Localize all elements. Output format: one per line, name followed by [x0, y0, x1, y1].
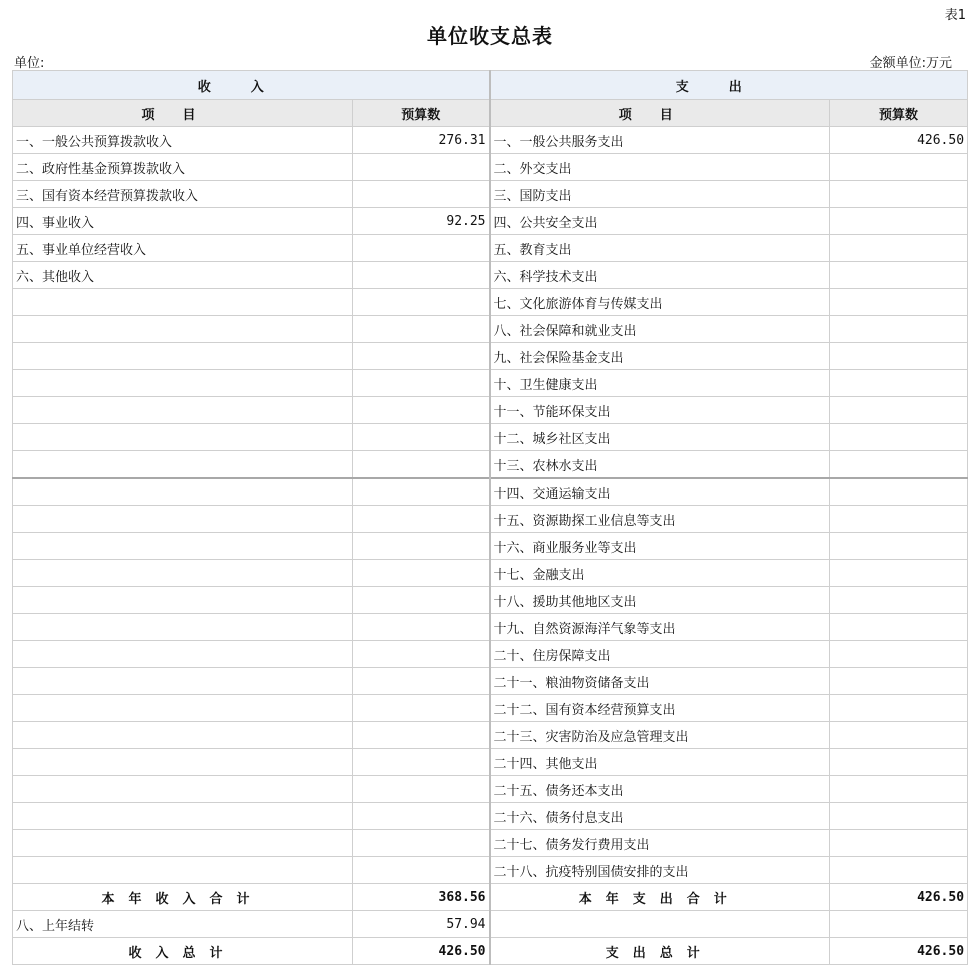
- expense-amount-cell: [830, 641, 968, 668]
- income-item-cell: [13, 776, 353, 803]
- expense-amount-cell: [830, 343, 968, 370]
- expense-item-cell: 二十、住房保障支出: [490, 641, 830, 668]
- grand-total-row: [13, 938, 968, 965]
- expense-amount-cell: [830, 695, 968, 722]
- expense-amount-cell: [830, 235, 968, 262]
- expense-amount-cell: [830, 749, 968, 776]
- income-item-cell: [13, 506, 353, 533]
- expense-item-cell: 十八、援助其他地区支出: [490, 587, 830, 614]
- amount-unit-label: 金额单位:万元: [869, 56, 952, 71]
- expense-grand-total-label: 支出总计: [490, 938, 830, 965]
- carryover-expense-empty: [490, 911, 830, 938]
- income-amount-cell: [353, 722, 490, 749]
- expense-item-cell: 四、公共安全支出: [490, 208, 830, 235]
- expense-amount-cell: [830, 181, 968, 208]
- income-item-cell: [13, 668, 353, 695]
- income-amount-cell: [353, 857, 490, 884]
- table-row: [13, 776, 968, 803]
- income-amount-cell: 92.25: [353, 208, 490, 235]
- income-amount-cell: [353, 749, 490, 776]
- expense-item-cell: 十四、交通运输支出: [490, 478, 830, 506]
- expense-item-cell: 十六、商业服务业等支出: [490, 533, 830, 560]
- income-amount-cell: [353, 506, 490, 533]
- expense-amount-cell: [830, 668, 968, 695]
- income-subtotal-label: 本年收入合计: [13, 884, 353, 911]
- income-item-header: 项目: [13, 100, 353, 127]
- expense-amount-cell: [830, 397, 968, 424]
- expense-amount-cell: [830, 289, 968, 316]
- expense-item-cell: 二十八、抗疫特别国债安排的支出: [490, 857, 830, 884]
- expense-amount-cell: [830, 154, 968, 181]
- expense-subtotal-label: 本年支出合计: [490, 884, 830, 911]
- income-amount-cell: [353, 587, 490, 614]
- income-amount-cell: 276.31: [353, 127, 490, 154]
- table-row: [13, 533, 968, 560]
- income-amount-cell: [353, 695, 490, 722]
- income-amount-cell: [353, 830, 490, 857]
- expense-item-cell: 十三、农林水支出: [490, 451, 830, 479]
- expense-budget-header: 预算数: [830, 100, 968, 127]
- expense-amount-cell: [830, 857, 968, 884]
- income-amount-cell: [353, 560, 490, 587]
- table-row: [13, 154, 968, 181]
- income-item-cell: [13, 478, 353, 506]
- expense-amount-cell: [830, 560, 968, 587]
- expense-item-cell: 二十一、粮油物资储备支出: [490, 668, 830, 695]
- income-subtotal-amount: 368.56: [353, 884, 490, 911]
- table-row: [13, 857, 968, 884]
- income-amount-cell: [353, 478, 490, 506]
- expense-item-cell: 一、一般公共服务支出: [490, 127, 830, 154]
- table-row: [13, 803, 968, 830]
- income-amount-cell: [353, 397, 490, 424]
- expense-item-cell: 十五、资源勘探工业信息等支出: [490, 506, 830, 533]
- income-item-cell: [13, 289, 353, 316]
- table-row: [13, 749, 968, 776]
- income-amount-cell: [353, 451, 490, 479]
- expense-amount-cell: [830, 316, 968, 343]
- expense-amount-cell: [830, 587, 968, 614]
- expense-item-cell: 七、文化旅游体育与传媒支出: [490, 289, 830, 316]
- income-item-cell: [13, 749, 353, 776]
- income-item-cell: [13, 857, 353, 884]
- income-amount-cell: [353, 803, 490, 830]
- table-row: [13, 560, 968, 587]
- expense-item-cell: 六、科学技术支出: [490, 262, 830, 289]
- table-number: 表1: [944, 8, 966, 23]
- expense-amount-cell: [830, 830, 968, 857]
- income-grand-total-amount: 426.50: [353, 938, 490, 965]
- income-grand-total-label: 收入总计: [13, 938, 353, 965]
- income-amount-cell: [353, 614, 490, 641]
- income-budget-header: 预算数: [353, 100, 490, 127]
- expense-subtotal-amount: 426.50: [830, 884, 968, 911]
- expense-amount-cell: [830, 803, 968, 830]
- expense-grand-total-amount: 426.50: [830, 938, 968, 965]
- table-row: [13, 641, 968, 668]
- income-item-cell: [13, 451, 353, 479]
- expense-item-cell: 十一、节能环保支出: [490, 397, 830, 424]
- income-amount-cell: [353, 262, 490, 289]
- income-item-cell: [13, 560, 353, 587]
- expense-item-cell: 二、外交支出: [490, 154, 830, 181]
- income-item-cell: [13, 343, 353, 370]
- income-amount-cell: [353, 235, 490, 262]
- table-row: [13, 370, 968, 397]
- carryover-amount: 57.94: [353, 911, 490, 938]
- expense-amount-cell: [830, 478, 968, 506]
- income-item-cell: 五、事业单位经营收入: [13, 235, 353, 262]
- carryover-row: [13, 911, 968, 938]
- table-row: [13, 262, 968, 289]
- income-amount-cell: [353, 343, 490, 370]
- income-section-header: 收入: [13, 71, 490, 100]
- income-item-cell: [13, 722, 353, 749]
- table-row: [13, 451, 968, 479]
- expense-item-cell: 十七、金融支出: [490, 560, 830, 587]
- table-row: [13, 722, 968, 749]
- income-item-cell: 二、政府性基金预算拨款收入: [13, 154, 353, 181]
- expense-item-cell: 十九、自然资源海洋气象等支出: [490, 614, 830, 641]
- expense-item-cell: 十二、城乡社区支出: [490, 424, 830, 451]
- table-row: [13, 343, 968, 370]
- table-row: [13, 316, 968, 343]
- table-row: [13, 506, 968, 533]
- expense-amount-cell: [830, 424, 968, 451]
- page-title: 单位收支总表: [427, 24, 553, 48]
- expense-item-cell: 二十六、债务付息支出: [490, 803, 830, 830]
- carryover-expense-amount-empty: [830, 911, 968, 938]
- income-item-cell: [13, 533, 353, 560]
- expense-amount-cell: [830, 451, 968, 479]
- expense-amount-cell: 426.50: [830, 127, 968, 154]
- table-row: [13, 830, 968, 857]
- table-row: [13, 587, 968, 614]
- income-item-cell: [13, 316, 353, 343]
- expense-amount-cell: [830, 614, 968, 641]
- expense-section-header: 支出: [490, 71, 968, 100]
- income-item-cell: [13, 424, 353, 451]
- expense-amount-cell: [830, 370, 968, 397]
- expense-item-cell: 二十七、债务发行费用支出: [490, 830, 830, 857]
- expense-amount-cell: [830, 208, 968, 235]
- table-row: [13, 208, 968, 235]
- income-item-cell: [13, 695, 353, 722]
- income-item-cell: [13, 587, 353, 614]
- income-item-cell: 一、一般公共预算拨款收入: [13, 127, 353, 154]
- subtotal-row: [13, 884, 968, 911]
- table-row: [13, 181, 968, 208]
- expense-item-cell: 三、国防支出: [490, 181, 830, 208]
- carryover-label: 八、上年结转: [13, 911, 353, 938]
- expense-amount-cell: [830, 262, 968, 289]
- income-amount-cell: [353, 668, 490, 695]
- expense-item-cell: 二十二、国有资本经营预算支出: [490, 695, 830, 722]
- table-row: [13, 668, 968, 695]
- table-row: [13, 397, 968, 424]
- expense-item-cell: 八、社会保障和就业支出: [490, 316, 830, 343]
- expense-item-cell: 二十三、灾害防治及应急管理支出: [490, 722, 830, 749]
- expense-item-cell: 二十五、债务还本支出: [490, 776, 830, 803]
- income-amount-cell: [353, 181, 490, 208]
- table-row: [13, 695, 968, 722]
- income-item-cell: [13, 397, 353, 424]
- table-row: [13, 127, 968, 154]
- expense-item-cell: 二十四、其他支出: [490, 749, 830, 776]
- expense-amount-cell: [830, 776, 968, 803]
- income-item-cell: [13, 641, 353, 668]
- table-row: [13, 289, 968, 316]
- expense-item-cell: 十、卫生健康支出: [490, 370, 830, 397]
- expense-amount-cell: [830, 722, 968, 749]
- budget-summary-table: [12, 70, 968, 965]
- table-row: [13, 614, 968, 641]
- expense-item-cell: 五、教育支出: [490, 235, 830, 262]
- table-row: [13, 478, 968, 506]
- income-amount-cell: [353, 316, 490, 343]
- expense-amount-cell: [830, 506, 968, 533]
- expense-item-header: 项目: [490, 100, 830, 127]
- income-amount-cell: [353, 776, 490, 803]
- income-amount-cell: [353, 289, 490, 316]
- unit-label: 单位:: [14, 56, 45, 71]
- expense-amount-cell: [830, 533, 968, 560]
- expense-item-cell: 九、社会保险基金支出: [490, 343, 830, 370]
- income-item-cell: [13, 370, 353, 397]
- income-amount-cell: [353, 154, 490, 181]
- table-row: [13, 424, 968, 451]
- income-amount-cell: [353, 370, 490, 397]
- income-amount-cell: [353, 641, 490, 668]
- income-item-cell: [13, 803, 353, 830]
- table-row: [13, 235, 968, 262]
- income-item-cell: 六、其他收入: [13, 262, 353, 289]
- income-amount-cell: [353, 424, 490, 451]
- income-item-cell: [13, 830, 353, 857]
- income-item-cell: 四、事业收入: [13, 208, 353, 235]
- income-amount-cell: [353, 533, 490, 560]
- income-item-cell: 三、国有资本经营预算拨款收入: [13, 181, 353, 208]
- income-item-cell: [13, 614, 353, 641]
